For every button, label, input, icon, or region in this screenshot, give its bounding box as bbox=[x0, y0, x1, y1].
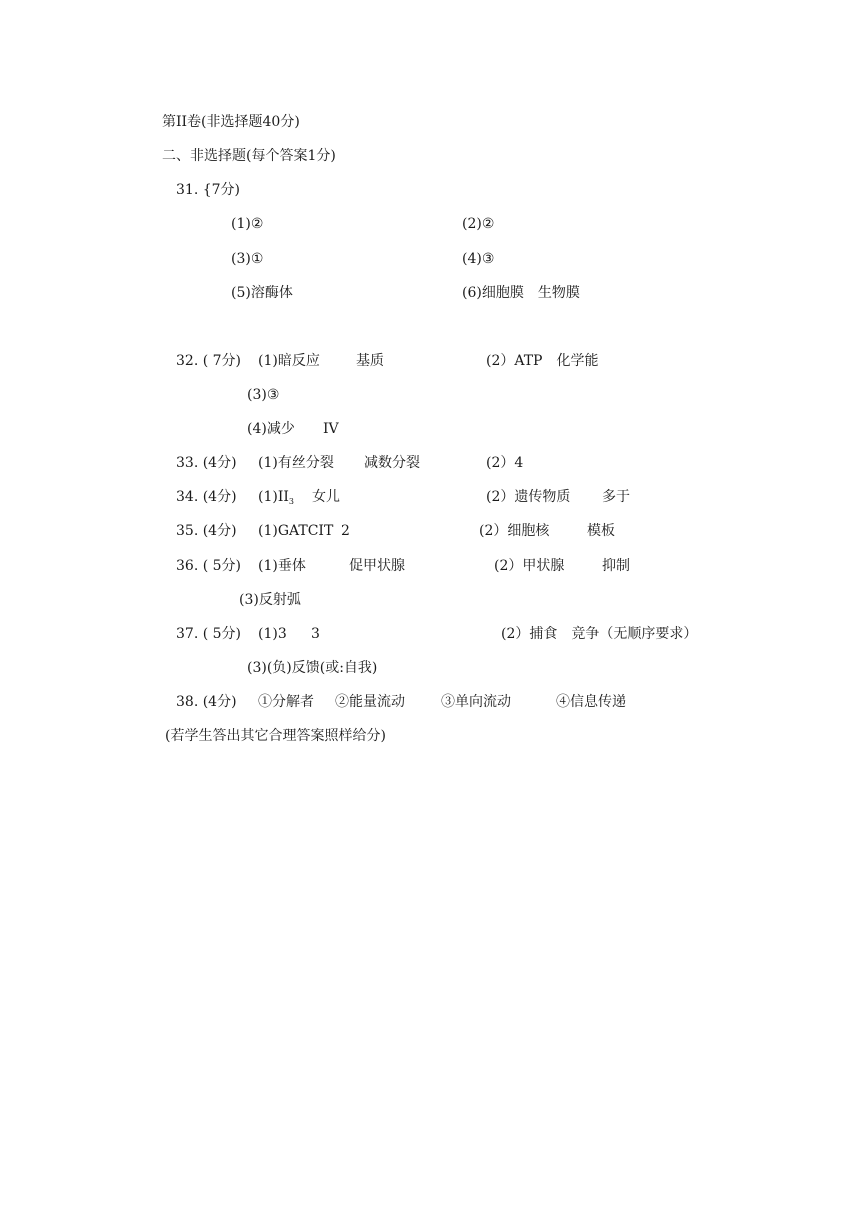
section-title: 第II卷(非选择题40分) bbox=[162, 114, 300, 130]
q36-answer-2b: 抑制 bbox=[602, 558, 630, 574]
q34-answer-1 bbox=[258, 487, 294, 512]
q31-answer-6: (6)细胞膜 生物膜 bbox=[462, 285, 580, 301]
q31-answer-3: (3)① bbox=[231, 251, 264, 267]
q34-answer-1-text: (1)II bbox=[258, 489, 289, 505]
q32-answer-4: (4)减少 bbox=[247, 421, 295, 437]
q34-header: 34. (4分) bbox=[176, 489, 237, 505]
q37-answer-3: (3)(负)反馈(或:自我) bbox=[247, 660, 378, 676]
q33-answer-2: (2）4 bbox=[486, 455, 524, 471]
q38-answer-4: ④信息传递 bbox=[556, 694, 626, 710]
q33-answer-1: (1)有丝分裂 bbox=[258, 455, 334, 471]
q35-header: 35. (4分) bbox=[176, 523, 237, 539]
q31-header: 31. {7分) bbox=[176, 182, 240, 198]
part-heading: 二、非选择题(每个答案1分) bbox=[162, 148, 336, 164]
q31-answer-2: (2)② bbox=[462, 216, 495, 232]
q32-answer-3: (3)③ bbox=[247, 387, 280, 403]
q38-answer-3: ③单向流动 bbox=[441, 694, 511, 710]
q32-header: 32. ( 7分) bbox=[176, 353, 241, 369]
q33-header: 33. (4分) bbox=[176, 455, 237, 471]
q36-answer-1b: 促甲状腺 bbox=[349, 558, 405, 574]
q34-answer-2b: 多于 bbox=[602, 489, 630, 505]
q35-answer-1b: 2 bbox=[341, 523, 350, 539]
q32-answer-1b: 基质 bbox=[356, 353, 384, 369]
q37-answer-2: (2）捕食 竞争（无顺序要求） bbox=[501, 626, 698, 642]
q32-answer-4b: IV bbox=[323, 421, 339, 437]
q37-header: 37. ( 5分) bbox=[176, 626, 241, 642]
q36-answer-3: (3)反射弧 bbox=[239, 592, 301, 608]
q38-header: 38. (4分) bbox=[176, 694, 237, 710]
q34-answer-2: (2）遗传物质 bbox=[486, 489, 571, 505]
q36-header: 36. ( 5分) bbox=[176, 558, 241, 574]
q36-answer-1: (1)垂体 bbox=[258, 558, 306, 574]
q38-answer-1: ①分解者 bbox=[258, 694, 314, 710]
q32-answer-1: (1)暗反应 bbox=[258, 353, 320, 369]
q31-answer-1: (1)② bbox=[231, 216, 264, 232]
q34-answer-1b: 女儿 bbox=[312, 489, 340, 505]
q33-answer-1b: 减数分裂 bbox=[364, 455, 420, 471]
q34-answer-1-subscript: 3 bbox=[288, 497, 294, 506]
q35-answer-1: (1)GATCIT bbox=[258, 523, 334, 539]
q35-answer-2: (2）细胞核 bbox=[479, 523, 550, 539]
q35-answer-2b: 模板 bbox=[587, 523, 615, 539]
q31-answer-5: (5)溶酶体 bbox=[231, 285, 293, 301]
q36-answer-2: (2）甲状腺 bbox=[494, 558, 565, 574]
q37-answer-1b: 3 bbox=[311, 626, 320, 642]
q38-answer-2: ②能量流动 bbox=[335, 694, 405, 710]
q37-answer-1: (1)3 bbox=[258, 626, 287, 642]
grading-footnote: (若学生答出其它合理答案照样给分) bbox=[165, 728, 386, 744]
q31-answer-4: (4)③ bbox=[462, 251, 495, 267]
q32-answer-2: (2）ATP 化学能 bbox=[486, 353, 599, 369]
